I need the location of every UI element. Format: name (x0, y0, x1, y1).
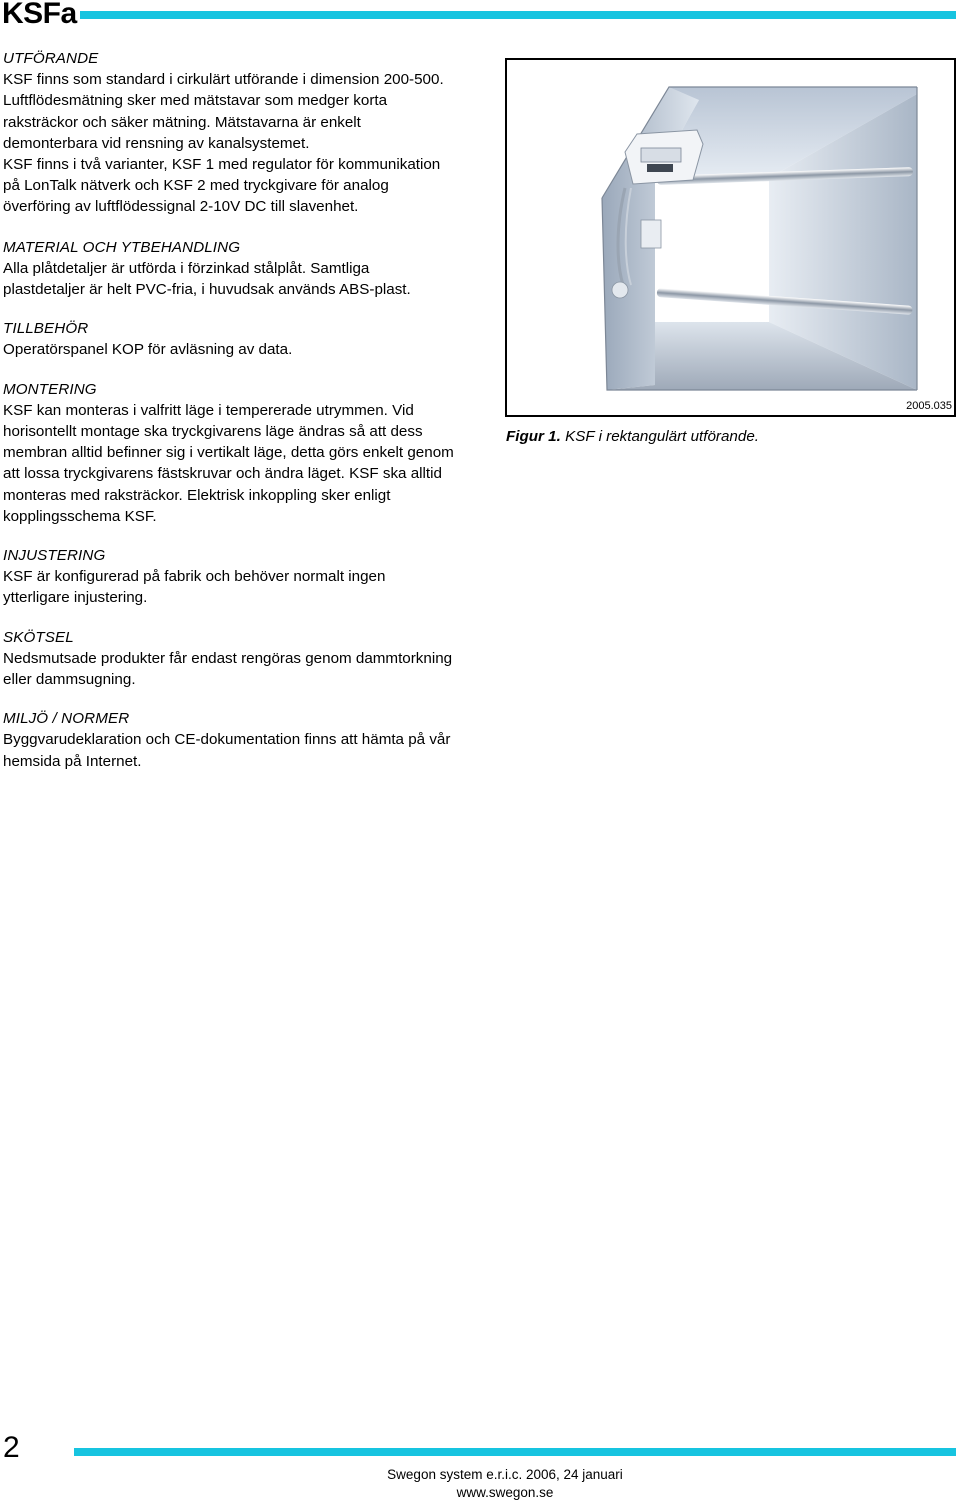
section-tillbehor (3, 318, 455, 360)
section-heading: MATERIAL OCH YTBEHANDLING (3, 238, 241, 256)
page-number: 2 (3, 1431, 20, 1464)
product-figure (505, 58, 956, 417)
section-heading: UTFÖRANDE (3, 50, 99, 67)
section-paragraph: Byggvarudeklaration och CE-dokumentation finns att hämta på vår hemsida på Internet. (3, 731, 451, 770)
section-paragraph: KSF finns i två varianter, KSF 1 med regulator för kommunikation på LonTalk nätverk och KSF 2 med tryckgivare för analog överföring av luftflödessignal 2-10V DC till slavenhet. (3, 156, 441, 216)
figure-code: 2005.035 (906, 400, 952, 412)
section-heading: INJUSTERING (3, 547, 106, 565)
figure-caption (506, 428, 759, 445)
footer-website-link[interactable]: www.swegon.se (456, 1485, 554, 1500)
ksf-damper-illustration (507, 60, 954, 415)
bottom-rule (74, 1448, 956, 1456)
section-paragraph: Alla plåtdetaljer är utförda i förzinkad stålplåt. Samtliga plastdetaljer är helt PVC-fria, i huvudsak används ABS-plast. (3, 259, 411, 299)
section-heading: TILLBEHÖR (3, 320, 89, 338)
section-heading: SKÖTSEL (3, 628, 74, 646)
section-paragraph: Nedsmutsade produkter får endast rengöras genom dammtorkning eller dammsugning. (3, 649, 453, 689)
section-paragraph: Operatörspanel KOP för avläsning av data. (3, 341, 293, 359)
figure-caption-text: KSF i rektangulärt utförande. (565, 428, 759, 445)
section-material (3, 237, 455, 301)
section-paragraph: KSF är konfigurerad på fabrik och behöver normalt ingen ytterligare injustering. (3, 568, 386, 607)
section-montering (3, 379, 455, 527)
section-heading: MILJÖ / NORMER (3, 710, 130, 728)
section-utforande (3, 48, 455, 218)
section-miljo (3, 708, 455, 772)
footer-company-line: Swegon system e.r.i.c. 2006, 24 januari (387, 1467, 623, 1482)
footer (280, 1466, 730, 1502)
brand-title: KSFa (2, 0, 77, 30)
section-injustering (3, 545, 455, 609)
section-skotsel (3, 627, 455, 691)
section-heading: MONTERING (3, 380, 97, 398)
figure-caption-label: Figur 1. (506, 428, 561, 445)
top-rule (80, 11, 956, 19)
text-column (3, 48, 455, 790)
section-paragraph: KSF finns som standard i cirkulärt utförande i dimension 200-500. Luftflödesmätning sker med mätstavar som medger korta raksträckor och säker mätning. Mätstavarna är enkelt demonterbara vid rensning av kanalsystemet. (3, 71, 444, 152)
section-paragraph: KSF kan monteras i valfritt läge i tempererade utrymmen. Vid horisontellt montage ska tryckgivarens läge ändras så att dess membran alltid befinner sig i vertikalt läge, detta görs enkelt genom att lossa tryckgivarens fästskruvar och ändra läget. KSF ska alltid monteras med raksträckor. Elektrisk inkoppling sker enligt kopplingsschema KSF. (3, 401, 454, 525)
